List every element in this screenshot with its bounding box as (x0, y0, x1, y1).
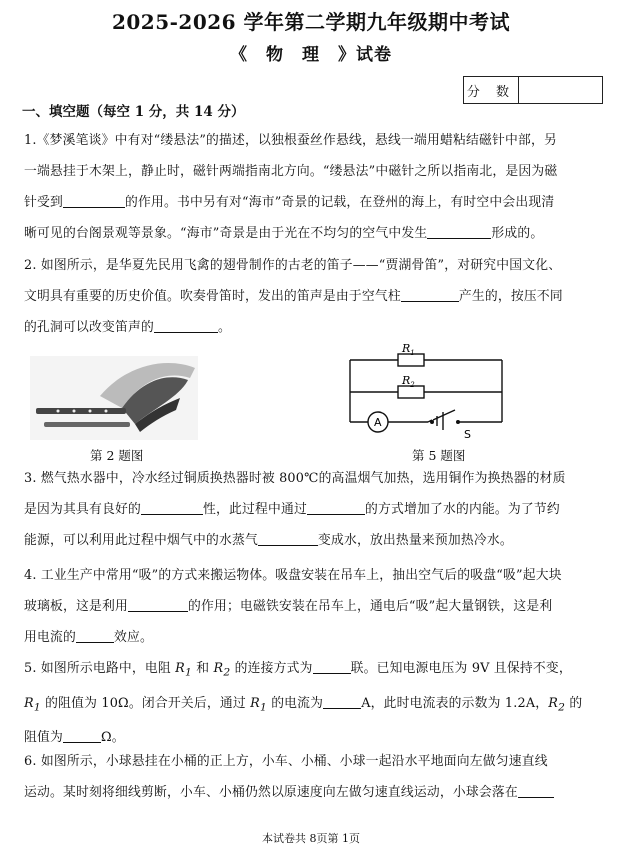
question-3 (24, 463, 599, 556)
switch-label: S (464, 428, 471, 440)
q1-line-4: 晰可见的台阁景观等景象。“海市”奇景是由于光在不均匀的空气中发生 形成的。 (24, 226, 544, 241)
answer-blank[interactable] (63, 193, 125, 208)
q4-line-2: 玻璃板，这是利用 的作用；电磁铁安装在吊车上，通电后“吸”起大量钢铁，这是利 (24, 599, 553, 614)
section-title: 一、填空题（每空 1 分，共 14 分） (22, 104, 245, 120)
answer-blank[interactable] (427, 224, 491, 239)
q3-line-1: 3. 燃气热水器中，冷水经过铜质换热器时被 800℃的高温烟气加热，选用铜作为换热器的材质 (24, 471, 566, 486)
ammeter-label: A (374, 416, 382, 429)
score-label: 分 数 (464, 77, 519, 103)
figure-2-caption: 第 2 题图 (90, 448, 144, 463)
q6-line-1: 6. 如图所示，小球悬挂在小桶的正上方，小车、小桶、小球一起沿水平地面向左做匀速直线 (24, 754, 548, 769)
q1-line-1: 1.《梦溪笔谈》中有对“缕悬法”的描述，以独根蚕丝作悬线，悬线一端用蜡粘结磁针中部，另 (24, 133, 557, 148)
score-box (463, 76, 603, 104)
page-footer: 本试卷共 8页第 1页 (262, 832, 360, 845)
q5-line-2: $R_1$ 的阻值为 10Ω。闭合开关后，通过 $R_1$ 的电流为 A，此时电流表的示数为 1.2A，$R_2$ 的 (24, 695, 583, 714)
answer-blank[interactable] (63, 728, 101, 743)
q2-line-1: 2. 如图所示，是华夏先民用飞禽的翅骨制作的古老的笛子——“贾湖骨笛”，对研究中国文化、 (24, 258, 562, 273)
answer-blank[interactable] (518, 783, 554, 798)
page-title: 2025-2026 学年第二学期九年级期中考试 (111, 10, 511, 34)
q2-line-2: 文明具有重要的历史价值。吹奏骨笛时，发出的笛声是由于空气柱 产生的，按压不同 (24, 289, 563, 304)
answer-blank[interactable] (154, 318, 218, 333)
answer-blank[interactable] (313, 659, 351, 674)
q5-line-1: 5. 如图所示电路中，电阻 $R_1$ 和 $R_2$ 的连接方式为 联。已知电源电压为 9V 且保持不变， (24, 661, 572, 679)
figures-row (24, 340, 604, 468)
question-1 (24, 125, 599, 249)
q4-line-1: 4. 工业生产中常用“吸”的方式来搬运物体。吸盘安装在吊车上，抽出空气后的吸盘“吸”起大块 (24, 568, 562, 583)
r1-label: $R_1$ (402, 342, 415, 357)
q2-line-3: 的孔洞可以改变笛声的 。 (24, 320, 231, 335)
q3-line-2: 是因为其具有良好的 性，此过程中通过 的方式增加了水的内能。为了节约 (24, 502, 560, 517)
answer-blank[interactable] (401, 287, 459, 302)
q1-line-3: 针受到 的作用。书中另有对“海市”奇景的记载，在登州的海上，有时空中会出现清 (24, 195, 555, 210)
answer-blank[interactable] (128, 597, 188, 612)
figure-5-caption: 第 5 题图 (412, 448, 466, 463)
bone-flute-image (30, 356, 198, 440)
q3-line-3: 能源，可以利用此过程中烟气中的水蒸气 变成水，放出热量来预加热冷水。 (24, 533, 513, 548)
q1-line-2: 一端悬挂于木架上，静止时，磁针两端指南北方向。“缕悬法”中磁针之所以指南北，是因为磁 (24, 164, 558, 179)
answer-blank[interactable] (141, 500, 203, 515)
answer-blank[interactable] (76, 628, 114, 643)
answer-blank[interactable] (307, 500, 365, 515)
q6-line-2: 运动。某时刻将细线剪断，小车、小桶仍然以原速度向左做匀速直线运动，小球会落在 (24, 777, 599, 808)
score-field[interactable] (519, 77, 602, 103)
answer-blank[interactable] (323, 694, 361, 709)
question-2 (24, 250, 599, 343)
question-6 (24, 746, 599, 808)
answer-blank[interactable] (258, 531, 318, 546)
q4-line-3: 用电流的 效应。 (24, 630, 153, 645)
q5-line-3: 阻值为 Ω。 (24, 730, 125, 746)
circuit-diagram (342, 340, 512, 440)
subject-subtitle: 《 物 理 》试卷 (230, 45, 392, 65)
question-4 (24, 560, 599, 653)
r2-label: $R_2$ (402, 374, 415, 389)
question-5 (24, 653, 599, 753)
